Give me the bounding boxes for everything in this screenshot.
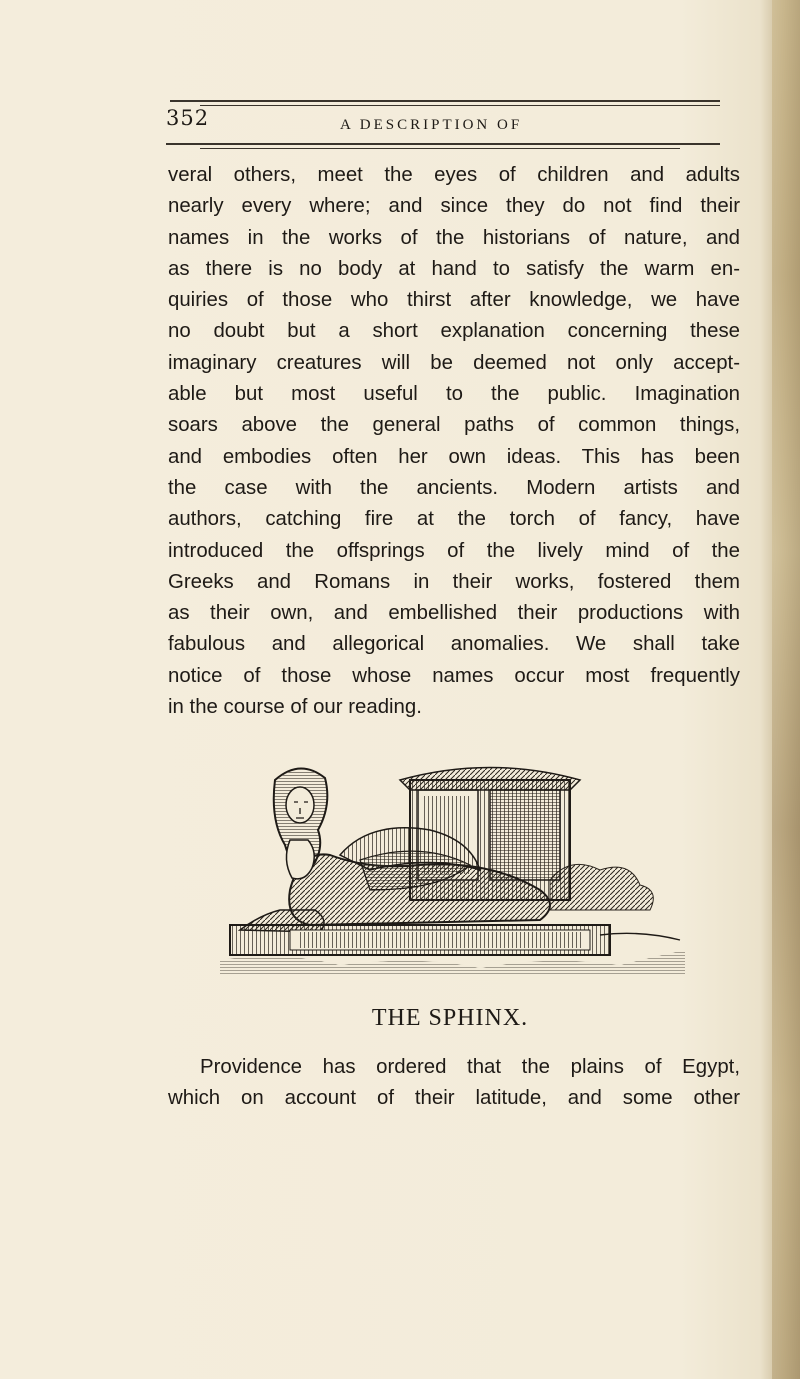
text-line: veral others, meet the eyes of children and adults	[168, 164, 740, 186]
text-line: fabulous and allegorical anomalies. We shall take	[168, 633, 740, 656]
text-line: authors, catching fire at the torch of fancy, have	[168, 508, 740, 531]
header-rule-bottom	[166, 143, 720, 145]
header-rule-top	[170, 100, 720, 102]
text-line: Greeks and Romans in their works, fostered them	[168, 570, 740, 593]
header-rule-bottom-thin	[200, 148, 680, 149]
text-line: which on account of their latitude, and some other	[168, 1087, 740, 1110]
figure-caption: THE SPHINX.	[371, 1005, 529, 1031]
body-paragraph-2	[168, 1052, 740, 1115]
text-line: imaginary creatures will be deemed not only accept-	[168, 351, 740, 374]
text-line: quiries of those who thirst after knowledge, we have	[168, 289, 740, 312]
page-number: 352	[166, 106, 210, 130]
header-rule-top-thin	[200, 105, 720, 106]
text-line: Providence has ordered that the plains of Egypt,	[200, 1056, 740, 1078]
text-line: the case with the ancients. Modern artists and	[168, 476, 740, 499]
page-edge-stain	[772, 0, 800, 1379]
sphinx-engraving	[220, 760, 690, 975]
text-line: nearly every where; and since they do not find their	[168, 195, 740, 218]
sphinx-illustration-icon	[220, 760, 690, 975]
text-line: as there is no body at hand to satisfy the warm en-	[168, 257, 740, 280]
text-line: notice of those whose names occur most frequently	[168, 664, 740, 687]
text-line: names in the works of the historians of nature, and	[168, 226, 740, 249]
text-line: soars above the general paths of common things,	[168, 414, 740, 437]
text-line: able but most useful to the public. Imagination	[168, 383, 740, 406]
text-line: as their own, and embellished their productions with	[168, 602, 740, 625]
running-head: A DESCRIPTION OF	[340, 117, 523, 133]
text-line: no doubt but a short explanation concerning these	[168, 320, 740, 343]
text-line: and embodies often her own ideas. This has been	[168, 445, 740, 468]
body-paragraph	[168, 160, 740, 723]
text-line: in the course of our reading.	[168, 696, 422, 719]
text-line: introduced the offsprings of the lively mind of the	[168, 539, 740, 562]
